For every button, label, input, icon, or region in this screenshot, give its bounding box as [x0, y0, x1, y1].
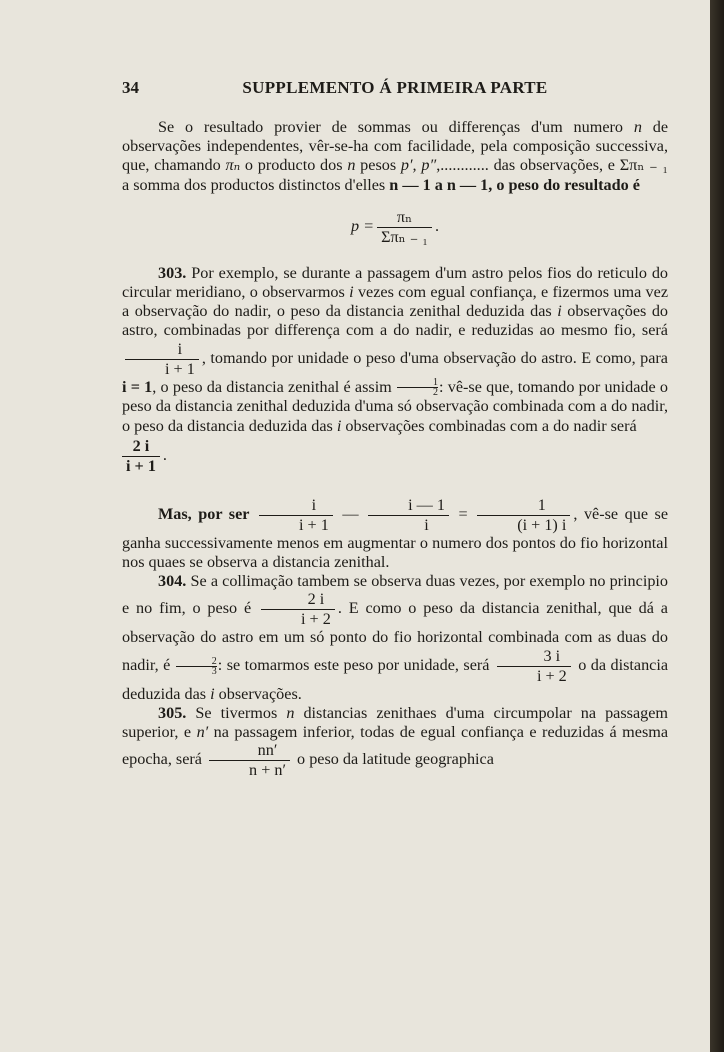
- fraction-two-thirds: $\frac{2}{3}$: [176, 657, 217, 676]
- running-title: SUPPLEMENTO Á PRIMEIRA PARTE: [242, 78, 548, 97]
- paragraph-intro: Se o resultado provier de sommas ou differenças d'um numero n de observações independentes, vêr-se-ha com facilidade, pela composição successiva, que, chamando πₙ o producto dos n pesos p′, p″,............ das observações, e Σπₙ ₋ ₁ a somma dos productos distinctos d'elles n — 1 a n — 1, o peso do resultado é: [122, 118, 669, 194]
- paragraph-mas: Mas, por ser $\frac{i}{i + 1}$ — $\frac{i — 1}{i}$ = $\frac{1}{(i + 1) i}$ , vê-se que se ganha successivamente menos em augmentar o numero dos pontos do fio horizontal nos quaes se observa a distancia zenithal.: [122, 495, 669, 572]
- section-303: 303. Por exemplo, se durante a passagem d'um astro pelos fios do reticulo do circular meridiano, o observarmos i vezes com egual confiança, e fizermos uma vez a observação do nadir, o peso da distancia zenithal deduzida das i observações do astro, combinadas por differença com a do nadir, e reduzidas ao mesmo fio, será $\frac{i}{i + 1}$ , tomando por unidade o peso d'uma observação do astro. E como, para i = 1, o peso da distancia zenithal é assim $\frac{1}{2}$ : vê-se que, tomando por unidade o peso da distancia zenithal deduzida d'uma só observação combinada com a do nadir, o peso da distancia deduzida das i observações combinadas com a do nadir será: [122, 263, 669, 435]
- page-number: 34: [122, 78, 139, 97]
- fraction-one-half: $\frac{1}{2}$: [397, 378, 438, 397]
- book-edge: [710, 0, 724, 1052]
- section-305: 305. Se tivermos n distancias zenithaes d'uma circumpolar na passagem superior, e n′ na passagem inferior, todas de egual confiança e reduzidas á mesma epocha, será $\frac{nn'}{n + n'}$ o peso da latitude geographica: [122, 703, 669, 780]
- equation-2i-over-i-plus-1: $\frac{2 i}{i + 1}$ .: [122, 438, 668, 475]
- equation-weight: p = $\frac{\text{πₙ}}{\text{Σπₙ ₋ ₁}}$ .: [350, 207, 439, 246]
- page-body: [122, 118, 668, 779]
- section-304: 304. Se a collimação tambem se observa duas vezes, por exemplo no principio e no fim, o peso é $\frac{2 i}{i + 2}$ . E como o peso da distancia zenithal, que dá a observação do astro em um só ponto do fio horizontal combinada com as duas do nadir, é $\frac{2}{3}$ : se tomarmos este peso por unidade, será $\frac{3 i}{i + 2}$ o da distancia deduzida das i observações.: [122, 572, 669, 703]
- page-header: [122, 78, 668, 102]
- section-number: 303.: [158, 263, 187, 282]
- fraction-i-over-i-plus-1: $\frac{i}{i + 1}$: [125, 341, 199, 378]
- section-number: 305.: [158, 703, 187, 722]
- section-number: 304.: [158, 572, 187, 591]
